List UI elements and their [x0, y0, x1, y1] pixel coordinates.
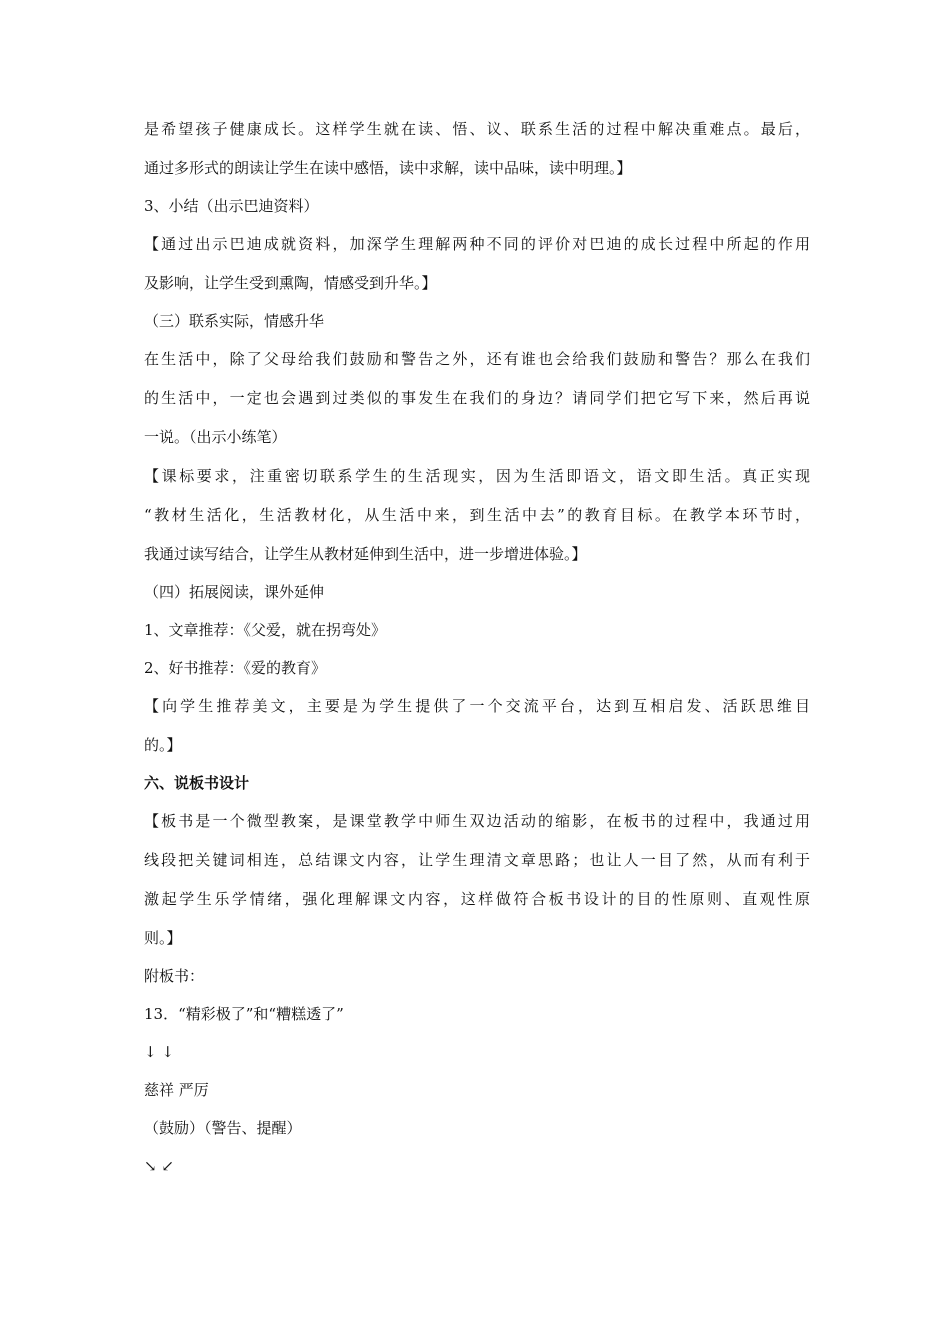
- paragraph-line: 【向学生推荐美文，主要是为学生提供了一个交流平台，达到互相启发、活跃思维目: [144, 697, 810, 715]
- paragraph-line: 是希望孩子健康成长。这样学生就在读、悟、议、联系生活的过程中解决重难点。最后，: [144, 120, 810, 138]
- paragraph-line: 一说。（出示小练笔）: [144, 428, 287, 446]
- paragraph-line: 的生活中，一定也会遇到过类似的事发生在我们的身边？请同学们把它写下来，然后再说: [144, 389, 810, 407]
- paragraph-line: 【板书是一个微型教案，是课堂教学中师生双边活动的缩影，在板书的过程中，我通过用: [144, 812, 810, 830]
- board-arrows: ↓ ↓: [144, 1043, 174, 1061]
- board-keywords: 慈祥 严厉: [144, 1081, 209, 1099]
- paragraph-line: 【通过出示巴迪成就资料，加深学生理解两种不同的评价对巴迪的成长过程中所起的作用: [144, 235, 810, 253]
- paragraph-line: 激起学生乐学情绪，强化理解课文内容，这样做符合板书设计的目的性原则、直观性原: [144, 890, 810, 908]
- paragraph-line: 及影响，让学生受到熏陶，情感受到升华。】: [144, 274, 437, 292]
- paragraph-line: 的。】: [144, 736, 182, 754]
- list-item: 1、文章推荐：《父爱，就在拐弯处》: [144, 621, 387, 639]
- list-item: 2、好书推荐：《爱的教育》: [144, 659, 327, 677]
- section-heading: 六、说板书设计: [144, 774, 250, 792]
- board-arrows: ↘ ↙: [144, 1157, 174, 1175]
- paragraph-line: 线段把关键词相连，总结课文内容，让学生理清文章思路；也让人一目了然，从而有利于: [144, 851, 810, 869]
- board-title: 13．“精彩极了”和“糟糕透了”: [144, 1005, 344, 1023]
- subheading: （四）拓展阅读，课外延伸: [144, 583, 325, 601]
- paragraph-line: 通过多形式的朗读让学生在读中感悟，读中求解，读中品味，读中明理。】: [144, 159, 632, 177]
- paragraph-line: 则。】: [144, 929, 182, 947]
- board-label: 附板书：: [144, 967, 205, 985]
- paragraph-line: “教材生活化，生活教材化，从生活中来，到生活中去”的教育目标。在教学本环节时，: [144, 506, 810, 524]
- board-keywords: （鼓励）（警告、提醒）: [144, 1119, 302, 1137]
- paragraph-line: 我通过读写结合，让学生从教材延伸到生活中，进一步增进体验。】: [144, 545, 587, 563]
- subheading: （三）联系实际，情感升华: [144, 312, 325, 330]
- paragraph-line: 在生活中，除了父母给我们鼓励和警告之外，还有谁也会给我们鼓励和警告？那么在我们: [144, 350, 810, 368]
- paragraph-line: 【课标要求，注重密切联系学生的生活现实，因为生活即语文，语文即生活。真正实现: [144, 467, 810, 485]
- subheading: 3、小结（出示巴迪资料）: [144, 197, 319, 215]
